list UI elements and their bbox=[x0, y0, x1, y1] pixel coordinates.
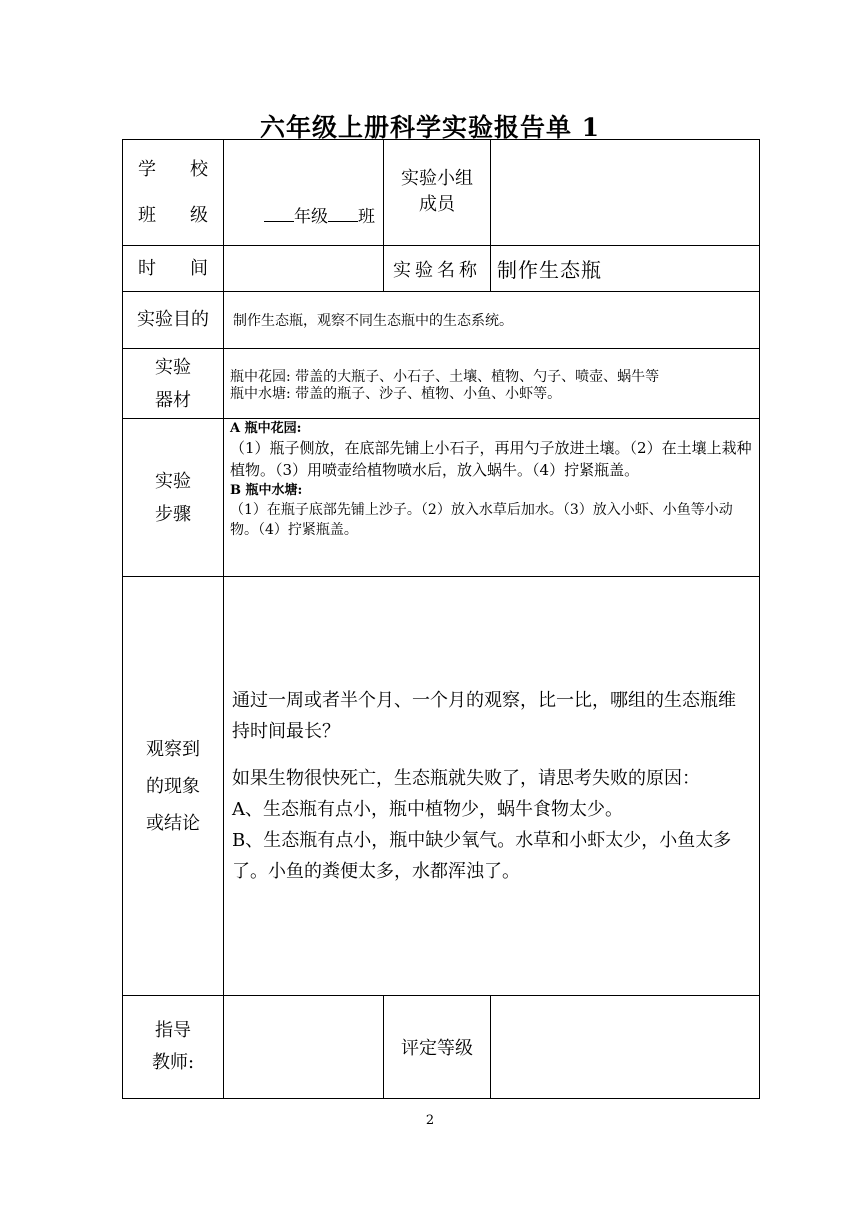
steps-label: 实验 步骤 bbox=[123, 419, 224, 577]
group-members-label: 实验小组 成员 bbox=[384, 140, 491, 246]
row-purpose bbox=[123, 292, 760, 349]
row-observation bbox=[123, 577, 760, 996]
materials-line-pond: 瓶中水塘: 带盖的瓶子、沙子、植物、小鱼、小虾等。 bbox=[230, 385, 562, 402]
time-label: 时 间 bbox=[138, 257, 208, 279]
experiment-name-value: 制作生态瓶 bbox=[491, 246, 760, 292]
report-table bbox=[122, 139, 760, 1099]
row-materials bbox=[123, 349, 760, 419]
steps-pond-text: （1）在瓶子底部先铺上沙子。（2）放入水草后加水。（3）放入小虾、小鱼等小动物。（4）拧紧瓶盖。 bbox=[230, 502, 733, 538]
row-teacher-grade bbox=[123, 996, 760, 1099]
steps-pond-title: B 瓶中水塘: bbox=[230, 483, 303, 498]
grade-field[interactable] bbox=[491, 996, 760, 1099]
teacher-field[interactable] bbox=[224, 996, 384, 1099]
purpose-label: 实验目的 bbox=[123, 292, 224, 349]
observation-failure-intro: 如果生物很快死亡，生态瓶就失败了，请思考失败的原因： bbox=[232, 768, 700, 789]
purpose-value: 制作生态瓶，观察不同生态瓶中的生态系统。 bbox=[224, 292, 760, 349]
page-number: 2 bbox=[425, 1113, 435, 1128]
observation-reason-a: A、生态瓶有点小，瓶中植物少，蜗牛食物太少。 bbox=[232, 799, 623, 820]
school-class-label-cell bbox=[123, 140, 224, 246]
experiment-name-label: 实验名称 bbox=[384, 246, 491, 292]
materials-value bbox=[224, 349, 760, 419]
school-label: 学 校 bbox=[138, 158, 208, 180]
row-steps bbox=[123, 419, 760, 577]
materials-label: 实验 器材 bbox=[123, 349, 224, 419]
steps-garden-title: A 瓶中花园: bbox=[230, 421, 302, 436]
observation-question: 通过一周或者半个月、一个月的观察，比一比，哪组的生态瓶维持时间最长？ bbox=[232, 690, 736, 742]
observation-value bbox=[224, 577, 760, 996]
observation-label: 观察到 的现象 或结论 bbox=[123, 577, 224, 996]
materials-line-garden: 瓶中花园: 带盖的大瓶子、小石子、土壤、植物、勺子、喷壶、蜗牛等 bbox=[230, 368, 660, 385]
time-label-cell bbox=[123, 246, 224, 292]
grade-class-text: 年级 班 bbox=[264, 207, 375, 227]
group-members-field[interactable] bbox=[491, 140, 760, 246]
observation-reason-b: B、生态瓶有点小，瓶中缺少氧气。水草和小虾太少，小鱼太多了。小鱼的粪便太多，水都浑浊了。 bbox=[232, 830, 732, 882]
report-title: 六年级上册科学实验报告单 1 bbox=[259, 113, 601, 142]
row-time-name bbox=[123, 246, 760, 292]
grade-class-field[interactable] bbox=[224, 140, 384, 246]
teacher-label: 指导 教师: bbox=[123, 996, 224, 1099]
class-label: 班 级 bbox=[138, 204, 208, 226]
steps-value bbox=[224, 419, 760, 577]
grade-label: 评定等级 bbox=[384, 996, 491, 1099]
row-school-class bbox=[123, 140, 760, 246]
steps-garden-text: （1）瓶子侧放，在底部先铺上小石子，再用勺子放进土壤。（2）在土壤上栽种植物。（3）用喷壶给植物喷水后，放入蜗牛。（4）拧紧瓶盖。 bbox=[230, 439, 752, 479]
time-field[interactable] bbox=[224, 246, 384, 292]
